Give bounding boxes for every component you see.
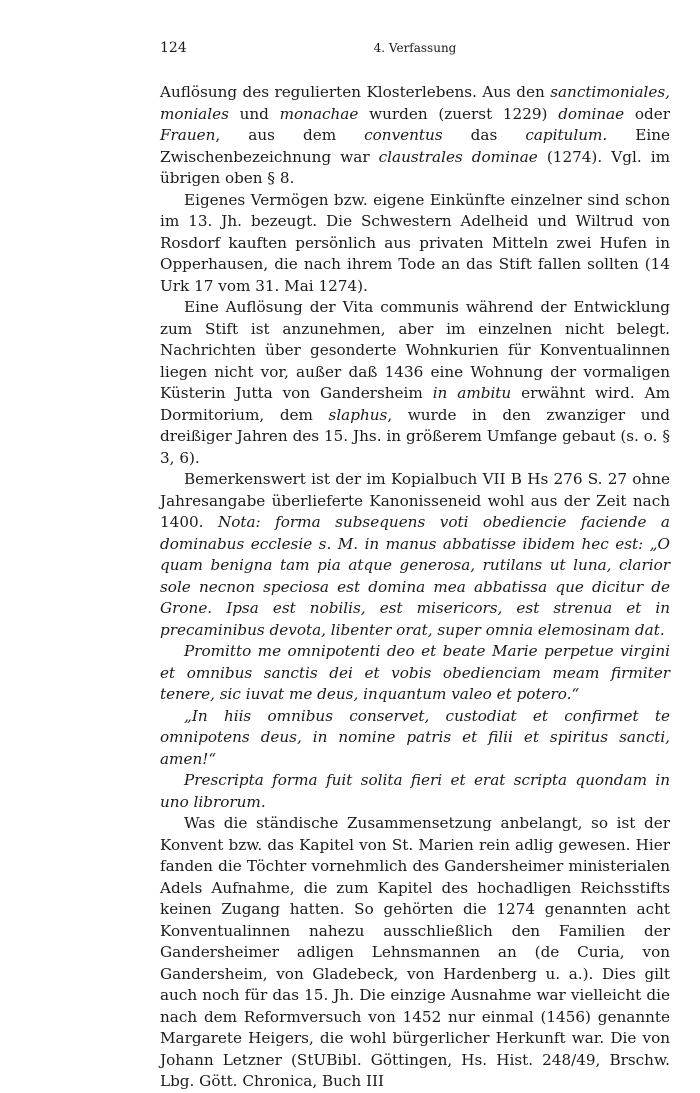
running-title: 4. Verfassung: [373, 41, 457, 55]
italic-text: sanctimoniales, moniales: [160, 83, 670, 123]
text-segment: Was die ständische Zusammensetzung anbelangt, so ist der Konvent bzw. das Kapitel von St. Marien rein adlig gewesen. Hier fanden die Töchter vornehmlich des Gandersheimer ministerialen Adels Aufnahme, die zum Kapitel des hochadligen Reichsstifts keinen Zugang hatten. So gehörten die 1274 genannten acht Konventualinnen nahezu ausschließlich den Familien der Gandersheimer adligen Lehnsmannen an (de Curia, von Gandersheim, von Gladebeck, von Hardenberg u. a.). Dies gilt auch noch für das 15. Jh. Die einzige Ausnahme war vielleicht die nach dem Reformversuch von 1452 nur einmal (1456) genannte Margarete Heigers, die wohl bürgerlicher Herkunft war. Die von Johann Letzner (StUBibl. Göttingen, Hs. Hist. 248/49, Brschw. Lbg. Gött. Chronica, Buch III: [160, 814, 670, 1090]
italic-text: Frauen: [160, 126, 216, 144]
page-number: 124: [160, 40, 187, 56]
italic-text: conventus: [364, 126, 443, 144]
paragraph: [160, 813, 670, 1093]
paragraph: [160, 190, 670, 298]
text-segment: , wurde in den zwanziger und dreißiger Jahren des 15. Jhs. in größerem Umfange gebaut (s. o. § 3, 6).: [160, 405, 670, 467]
text-segment: und: [228, 104, 280, 123]
paragraph: [160, 770, 670, 813]
paragraph: [160, 706, 670, 771]
text-segment: , aus dem: [215, 126, 365, 144]
text-segment: das: [442, 126, 526, 144]
text-segment: Auflösung des regulierten Klosterlebens. Aus den: [160, 83, 551, 101]
text-segment: Eine Zwischenbezeichnung war: [160, 126, 670, 166]
italic-text: dominae: [558, 104, 625, 123]
text-segment: „In hiis omnibus conservet, custodiat et confirmet te omnipotens deus, in nomine patris et filii et spiritus sancti, amen!“: [160, 706, 670, 768]
paragraph: [160, 297, 670, 469]
book-page: [160, 40, 670, 1093]
page-header: [160, 40, 670, 62]
italic-text: monachae: [279, 104, 359, 123]
paragraph: [160, 641, 670, 706]
paragraph: [160, 469, 670, 641]
text-segment: (1274). Vgl. im übrigen oben § 8.: [160, 147, 670, 187]
text-segment: erwähnt wird. Am Dormitorium, dem: [160, 384, 670, 424]
italic-text: capitulum.: [525, 126, 608, 144]
text-segment: Promitto me omnipotenti deo et beate Marie perpetue virgini et omnibus sanctis dei et vobis obedienciam meam firmiter tenere, sic iuvat me deus, inquantum valeo et potero.“: [160, 642, 670, 703]
body-text: [160, 82, 670, 1093]
paragraph: [160, 82, 670, 190]
text-segment: oder: [624, 104, 670, 123]
text-segment: Bemerkenswert ist der im Kopialbuch VII B Hs 276 S. 27 ohne Jahresangabe überlieferte Kanonisseneid wohl aus der Zeit nach 1400.: [160, 470, 670, 531]
text-segment: Eigenes Vermögen bzw. eigene Einkünfte einzelner sind schon im 13. Jh. bezeugt. Die Schwestern Adelheid und Wiltrud von Rosdorf kauften persönlich aus privaten Mitteln zwei Hufen in Opperhausen, die nach ihrem Tode an das Stift fallen sollten (14 Urk 17 vom 31. Mai 1274).: [160, 190, 670, 295]
italic-text: slaphus: [328, 405, 388, 424]
text-segment: Eine Auflösung der Vita communis während der Entwicklung zum Stift ist anzunehmen, aber im einzelnen nicht belegt. Nachrichten über gesonderte Wohnkurien für Konventualinnen liegen nicht vor, außer daß 1436 eine Wohnung der vormaligen Küsterin Jutta von Gandersheim: [160, 298, 670, 402]
text-segment: Prescripta forma fuit solita fieri et erat scripta quondam in uno librorum.: [160, 771, 670, 811]
text-segment: wurden (zuerst 1229): [358, 104, 559, 123]
italic-text: Nota: forma subsequens voti obediencie faciende a dominabus ecclesie s. M. in manus abbatisse ibidem hec est: „O quam benigna tam pia atque generosa, rutilans ut luna, clarior sole necnon speciosa est domina mea abbatissa que dicitur de Grone. Ipsa est nobilis, est misericors, est strenua et in precaminibus devota, libenter orat, super omnia elemosinam dat.: [160, 513, 670, 639]
italic-text: in ambitu: [432, 384, 512, 402]
italic-text: claustrales dominae: [378, 147, 538, 166]
